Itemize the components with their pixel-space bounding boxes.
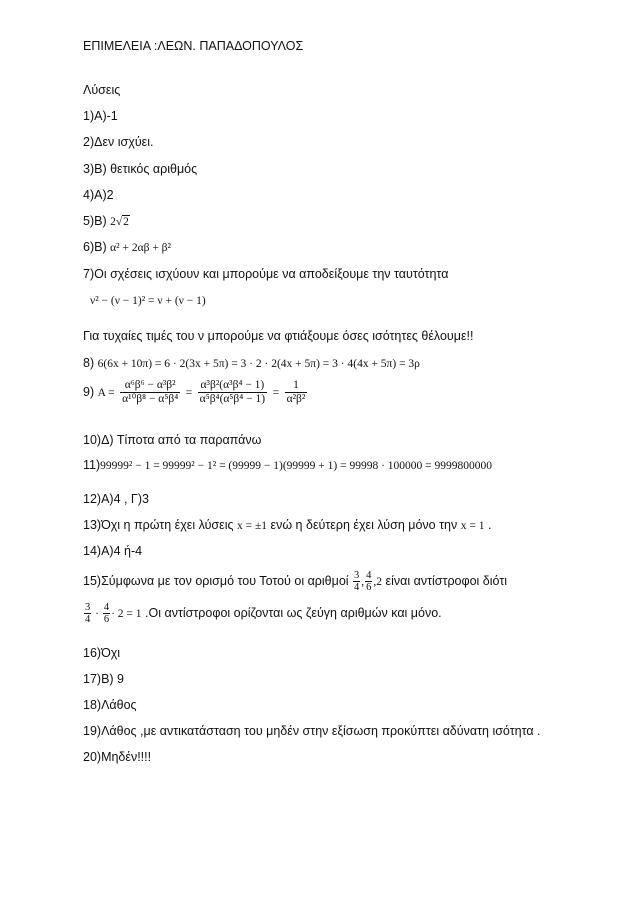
denominator-4: 4 [85,614,91,626]
answer-13-mid: ενώ η δεύτερη έχει λύση μόνο την [267,518,461,532]
fraction-1-numerator: α⁶β⁶ − α³β² [120,379,180,393]
answer-14: 14)Α)4 ή-4 [83,544,143,558]
denominator-6: 6 [366,582,372,594]
answer-13 [83,517,491,534]
answer-7-identity: ν² − (ν − 1)² = ν + (ν − 1) [90,295,206,307]
solutions-title: Λύσεις [83,83,121,97]
answer-2: 2)Δεν ισχύει. [83,135,154,149]
numerator-4: 4 [103,602,110,614]
fraction-4-6 [365,570,372,593]
answer-11-label: 11) [83,458,101,472]
answer-10: 10)Δ) Τίποτα από τα παραπάνω [83,433,262,447]
sqrt-radicand: 2 [123,216,129,228]
fraction-3-numerator: 1 [285,379,308,393]
fraction-4-6-second [103,602,110,625]
fraction-3-4 [353,570,360,593]
answer-19: 19)Λάθος ,με αντικατάσταση του μηδέν στην εξίσωση προκύπτει αδύνατη ισότητα . [83,724,541,738]
answer-9-lhs: A = [97,387,115,399]
fraction-2-denominator: α⁵β⁴(α⁵β⁴ − 1) [199,393,266,406]
answer-5 [83,213,130,230]
product-equals-one: · 2 = 1 [111,608,142,620]
answer-15: 15)Σύμφωνα με τον ορισμό του Τοτού οι αριθμοί $\frac{3}{4}$ , $\frac{4}{6}$ ,2 είναι αντίστροφοι διότι [83,570,508,594]
answer-6-expr: α² + 2αβ + β² [110,242,171,254]
answer-13-pre: 13)Όχι η πρώτη έχει λύσεις [83,518,237,532]
answer-8-label: 8) [83,356,95,370]
answer-7: 7)Οι σχέσεις ισχύουν και μπορούμε να αποδείξουμε την ταυτότητα [83,267,449,281]
fraction-3 [285,379,308,406]
fraction-3-denominator: α²β² [286,393,306,406]
equals-2: = [272,387,280,399]
sqrt-symbol: √2 [115,216,129,228]
answer-9 [83,378,309,407]
answer-12: 12)Α)4 , Γ)3 [83,492,149,506]
sqrt-coefficient: 2 [110,216,116,228]
answer-5-label: 5)Β) [83,214,107,228]
answer-8-expr: 6(6x + 10π) = 6 · 2(3x + 5π) = 3 · 2 · 2(4x + 5π) = 3 · 4(4x + 5π) = 3ρ [97,358,420,370]
numerator-3: 3 [85,602,91,614]
answer-13-math-1: x = ±1 [236,520,268,532]
answer-6 [83,239,171,256]
fraction-2-numerator: α³β²(α³β⁴ − 1) [198,379,267,393]
fraction-1-denominator: α¹⁰β⁸ − α⁵β⁴ [122,393,179,406]
answer-1: 1)Α)-1 [83,109,118,123]
answer-16: 16)Όχι [83,646,121,660]
answer-11-expr: 99999² − 1 = 99999² − 1² = (99999 − 1)(99999 + 1) = 99998 · 100000 = 9999800000 [100,460,493,472]
numerator-3: 3 [354,570,360,582]
answer-4: 4)Α)2 [83,188,114,202]
answer-15-continued: $\frac{3}{4}$ · $\frac{4}{6}$ · 2 = 1 .Οι αντίστροφοι ορίζονται ως ζεύγη αριθμών και μόνο. [85,602,442,626]
fraction-2 [198,379,267,406]
answer-6-label: 6)Β) [83,240,107,254]
answer-5-expr [110,216,130,228]
fraction-3-4-second [84,602,91,625]
answer-15-post2: .Οι αντίστροφοι ορίζονται ως ζεύγη αριθμών και μόνο. [141,606,442,620]
answer-9-label: 9) [83,385,95,399]
numerator-4: 4 [366,570,372,582]
denominator-6: 6 [103,614,110,626]
answer-11 [83,457,492,474]
answer-17: 17)Β) 9 [83,672,124,686]
answer-13-post: . [484,518,492,532]
header: ΕΠΙΜΕΛΕΙΑ :ΛΕΩΝ. ΠΑΠΑΔΟΠΟΥΛΟΣ [83,39,304,53]
fraction-1 [120,379,180,406]
answer-15-post: είναι αντίστροφοι διότι [382,574,508,588]
number-2: ,2 [373,576,383,588]
answer-8 [83,355,420,372]
answer-15-pre: 15)Σύμφωνα με τον ορισμό του Τοτού οι αριθμοί [83,574,353,588]
answer-13-math-2: x = 1 [460,520,485,532]
denominator-4: 4 [354,582,360,594]
equals-1: = [185,387,193,399]
answer-3: 3)Β) θετικός αριθμός [83,162,198,176]
answer-20: 20)Μηδέν!!!! [83,750,152,764]
note: Για τυχαίες τιμές του ν μπορούμε να φτιάξουμε όσες ισότητες θέλουμε!! [83,329,474,343]
answer-18: 18)Λάθος [83,698,137,712]
